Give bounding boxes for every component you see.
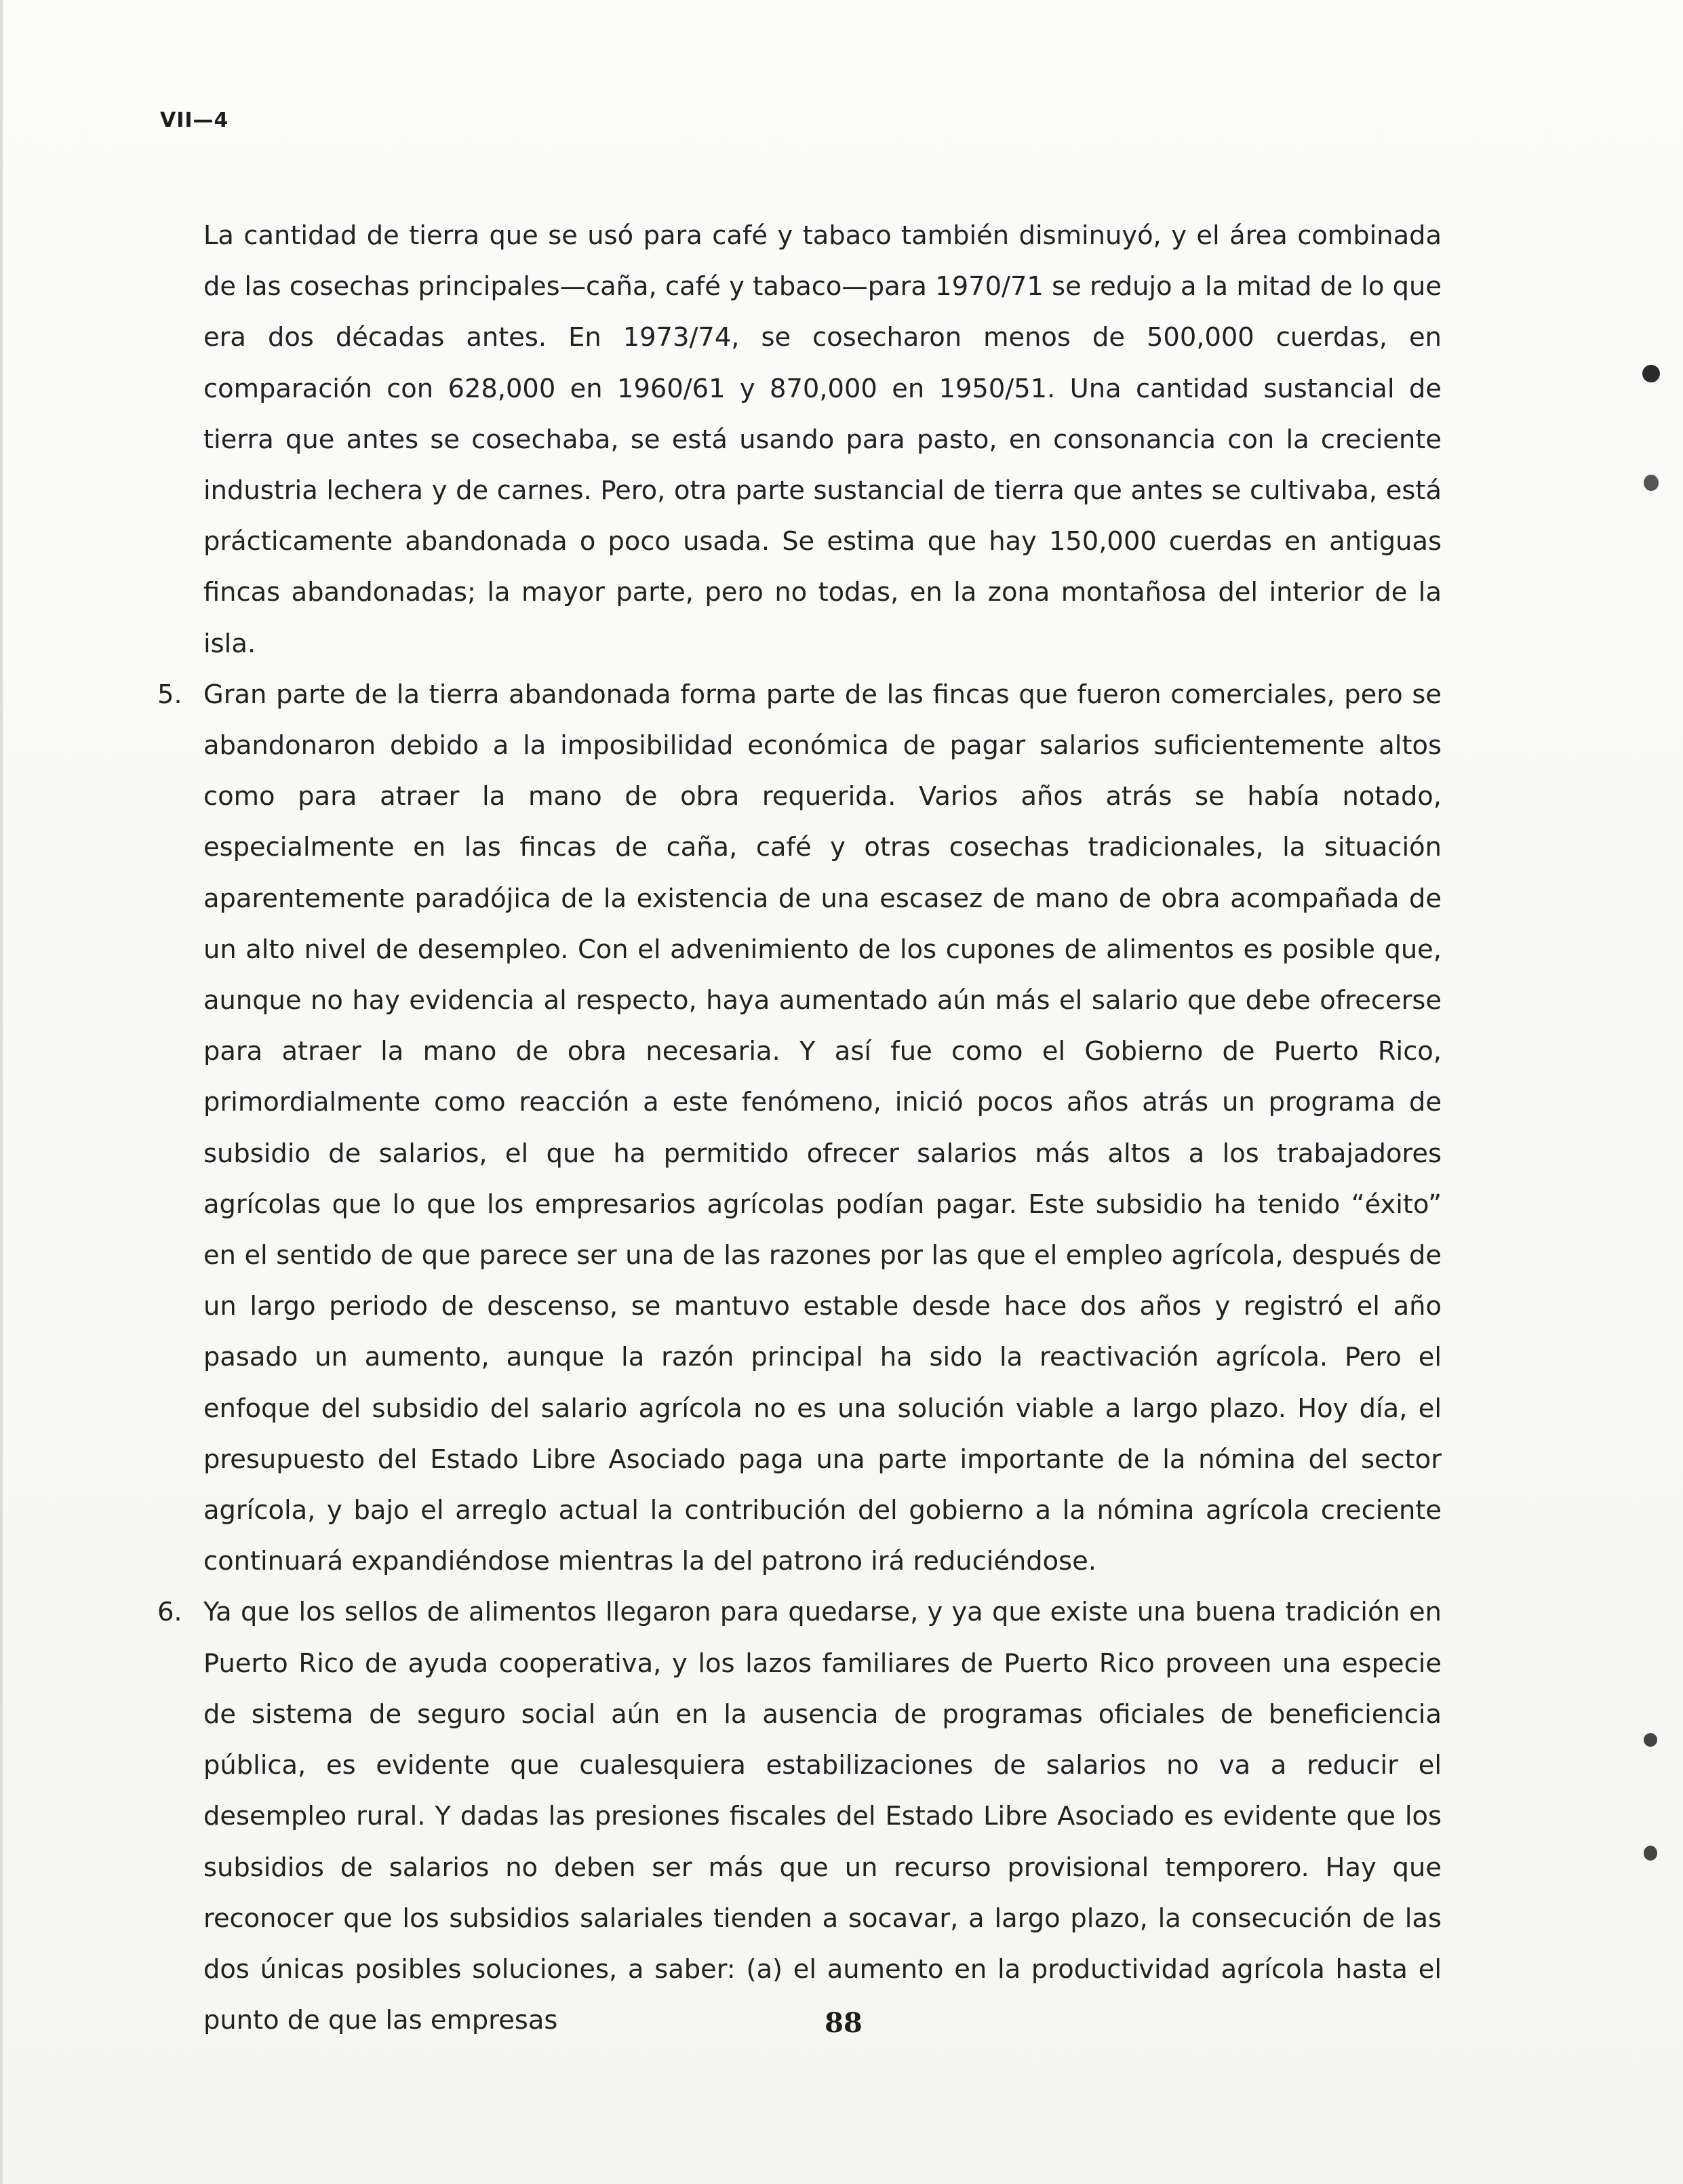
page-number: 88 bbox=[825, 2007, 863, 2039]
binder-hole bbox=[1644, 475, 1659, 491]
paragraph-number: 5. bbox=[157, 679, 182, 710]
paragraph-5 bbox=[157, 669, 1442, 1587]
body-text bbox=[157, 210, 1442, 2046]
paragraph-text: Gran parte de la tierra abandonada forma parte de las fincas que fueron comerciales, pero se abandonaron debido a la imposibilidad económica de pagar salarios suficientemente altos como para atraer la mano de obra requerida. Varios años atrás se había notado, especialmente en las fincas de caña, café y otras cosechas tradicionales, la situación aparentemente paradójica de la existencia de una escasez de mano de obra acompañada de un alto nivel de desempleo. Con el advenimiento de los cupones de alimentos es posible que, aunque no hay evidencia al respecto, haya aumentado aún más el salario que debe ofrecerse para atraer la mano de obra necesaria. Y así fue como el Gobierno de Puerto Rico, primordialmente como reacción a este fenómeno, inició pocos años atrás un programa de subsidio de salarios, el que ha permitido ofrecer salarios más altos a los trabajadores agrícolas que lo que los empresarios agrícolas podían pagar. Este subsidio ha tenido “éxito” en el sentido de que parece ser una de las razones por las que el empleo agrícola, después de un largo periodo de descenso, se mantuvo estable desde hace dos años y registró el año pasado un aumento, aunque la razón principal ha sido la reactivación agrícola. Pero el enfoque del subsidio del salario agrícola no es una solución viable a largo plazo. Hoy día, el presupuesto del Estado Libre Asociado paga una parte importante de la nómina del sector agrícola, y bajo el arreglo actual la contribución del gobierno a la nómina agrícola creciente continuará expandiéndose mientras la del patrono irá reduciéndose. bbox=[203, 679, 1442, 1577]
binder-hole bbox=[1644, 1733, 1657, 1747]
page-header: VII—4 bbox=[160, 108, 229, 132]
paragraph-continued bbox=[203, 210, 1442, 669]
binder-hole bbox=[1642, 365, 1660, 382]
paragraph-6 bbox=[157, 1587, 1442, 2046]
paragraph-text: Ya que los sellos de alimentos llegaron para quedarse, y ya que existe una buena tradición en Puerto Rico de ayuda cooperativa, y los lazos familiares de Puerto Rico proveen una especie de sistema de seguro social aún en la ausencia de programas oficiales de beneficiencia pública, es evidente que cualesquiera estabilizaciones de salarios no va a reducir el desempleo rural. Y dadas las presiones fiscales del Estado Libre Asociado es evidente que los subsidios de salarios no deben ser más que un recurso provisional temporero. Hay que reconocer que los subsidios salariales tienden a socavar, a largo plazo, la consecución de las dos únicas posibles soluciones, a saber: (a) el aumento en la productividad agrícola hasta el punto de que las empresas bbox=[203, 1597, 1442, 2036]
paragraph-number: 6. bbox=[157, 1597, 182, 1628]
paragraph-text: La cantidad de tierra que se usó para café y tabaco también disminuyó, y el área combinada de las cosechas principales—caña, café y tabaco—para 1970/71 se redujo a la mitad de lo que era dos décadas antes. En 1973/74, se cosecharon menos de 500,000 cuerdas, en comparación con 628,000 en 1960/61 y 870,000 en 1950/51. Una cantidad sustancial de tierra que antes se cosechaba, se está usando para pasto, en consonancia con la creciente industria lechera y de carnes. Pero, otra parte sustancial de tierra que antes se cultivaba, está prácticamente abandonada o poco usada. Se estima que hay 150,000 cuerdas en antiguas fincas abandonadas; la mayor parte, pero no todas, en la zona montañosa del interior de la isla. bbox=[203, 220, 1442, 659]
binder-hole bbox=[1644, 1846, 1657, 1861]
